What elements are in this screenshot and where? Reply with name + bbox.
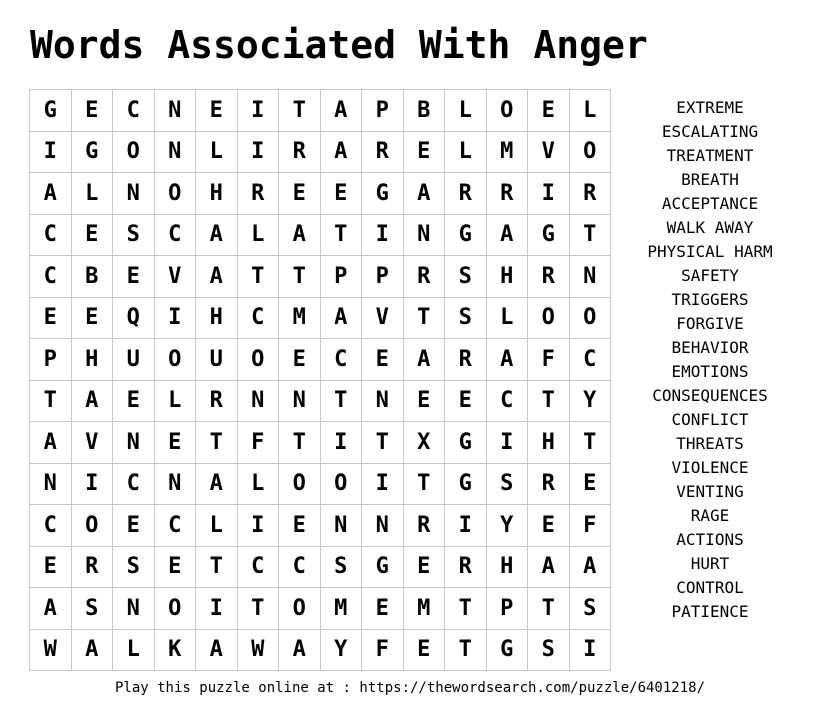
grid-cell: I [71,463,113,505]
grid-cell: A [320,297,362,339]
grid-row [30,629,611,671]
grid-cell: P [30,339,72,381]
grid-cell: C [237,297,279,339]
grid-row [30,256,611,298]
grid-cell: G [71,131,113,173]
grid-row [30,173,611,215]
grid-cell: T [237,588,279,630]
grid-cell: A [403,339,445,381]
grid-cell: T [279,422,321,464]
word-item: WALK AWAY [666,218,754,237]
grid-cell: E [445,380,487,422]
grid-cell: T [528,380,570,422]
grid-cell: S [113,546,155,588]
grid-cell: E [362,339,404,381]
word-item: TRIGGERS [671,290,749,309]
grid-cell: N [362,505,404,547]
grid-cell: E [154,422,196,464]
grid-cell: R [445,339,487,381]
grid-row [30,588,611,630]
grid-cell: B [403,90,445,132]
grid-cell: C [30,505,72,547]
grid-cell: O [71,505,113,547]
grid-cell: T [569,214,611,256]
grid-cell: N [403,214,445,256]
word-list [640,96,780,624]
grid-cell: B [71,256,113,298]
word-item: ACTIONS [676,530,744,549]
grid-cell: R [569,173,611,215]
grid-cell: I [320,422,362,464]
grid-cell: A [196,256,238,298]
grid-cell: T [362,422,404,464]
grid-cell: A [320,90,362,132]
grid-cell: P [320,256,362,298]
grid-cell: O [320,463,362,505]
grid-cell: E [196,90,238,132]
grid-cell: T [403,463,445,505]
grid-cell: I [237,131,279,173]
grid-cell: G [445,214,487,256]
grid-cell: R [528,256,570,298]
grid-cell: E [569,463,611,505]
grid-cell: A [528,546,570,588]
grid-cell: H [196,297,238,339]
grid-cell: C [279,546,321,588]
grid-cell: S [320,546,362,588]
grid-cell: E [362,588,404,630]
grid-cell: R [486,173,528,215]
word-item: RAGE [690,506,730,525]
grid-cell: O [528,297,570,339]
word-item: BREATH [681,170,739,189]
grid-cell: S [445,256,487,298]
grid-cell: G [30,90,72,132]
grid-cell: L [445,131,487,173]
grid-cell: A [30,588,72,630]
grid-cell: O [237,339,279,381]
grid-cell: E [71,90,113,132]
grid-cell: P [362,90,404,132]
grid-cell: E [279,173,321,215]
grid-cell: C [237,546,279,588]
word-item: VENTING [676,482,744,501]
grid-cell: H [71,339,113,381]
grid-cell: E [320,173,362,215]
grid-cell: V [362,297,404,339]
grid-cell: R [445,546,487,588]
grid-row [30,339,611,381]
grid-cell: E [154,546,196,588]
grid-cell: H [196,173,238,215]
grid-cell: G [362,546,404,588]
grid-cell: A [196,463,238,505]
grid-cell: O [569,131,611,173]
grid-cell: N [237,380,279,422]
grid-row [30,90,611,132]
grid-cell: E [403,131,445,173]
word-item: HURT [690,554,730,573]
grid-cell: T [320,214,362,256]
grid-cell: A [279,214,321,256]
grid-row [30,380,611,422]
grid-cell: I [30,131,72,173]
grid-row [30,297,611,339]
grid-cell: P [486,588,528,630]
word-item: CONFLICT [671,410,749,429]
grid-cell: X [403,422,445,464]
grid-cell: O [113,131,155,173]
grid-cell: I [362,214,404,256]
grid-cell: T [320,380,362,422]
grid-cell: I [237,90,279,132]
word-item: PATIENCE [671,602,749,621]
grid-cell: H [486,256,528,298]
footer-prefix: Play this puzzle online at : [114,680,360,696]
grid-cell: R [279,131,321,173]
grid-cell: R [71,546,113,588]
letter-grid [29,89,611,671]
grid-cell: L [196,131,238,173]
grid-cell: R [196,380,238,422]
grid-cell: A [486,214,528,256]
word-item: BEHAVIOR [671,338,749,357]
grid-cell: N [113,173,155,215]
grid-cell: A [279,629,321,671]
grid-cell: V [528,131,570,173]
word-item: ACCEPTANCE [661,194,759,213]
grid-cell: C [113,90,155,132]
grid-cell: N [30,463,72,505]
word-item: SAFETY [681,266,739,285]
grid-cell: I [528,173,570,215]
grid-cell: M [320,588,362,630]
grid-cell: S [445,297,487,339]
grid-cell: E [113,505,155,547]
word-item: CONTROL [676,578,744,597]
grid-cell: F [528,339,570,381]
grid-cell: T [528,588,570,630]
grid-cell: G [445,422,487,464]
grid-cell: N [320,505,362,547]
grid-cell: A [486,339,528,381]
grid-cell: A [196,214,238,256]
grid-cell: V [71,422,113,464]
grid-cell: E [71,297,113,339]
word-item: TREATMENT [666,146,754,165]
grid-cell: C [569,339,611,381]
grid-cell: L [154,380,196,422]
grid-cell: R [403,505,445,547]
grid-cell: T [569,422,611,464]
grid-cell: C [320,339,362,381]
grid-cell: G [445,463,487,505]
grid-cell: L [113,629,155,671]
grid-cell: G [528,214,570,256]
grid-cell: S [569,588,611,630]
grid-cell: T [196,546,238,588]
grid-cell: O [154,339,196,381]
word-item: EMOTIONS [671,362,749,381]
grid-cell: E [403,546,445,588]
grid-cell: E [279,505,321,547]
grid-cell: I [237,505,279,547]
footer [0,678,820,698]
grid-cell: E [30,297,72,339]
grid-cell: V [154,256,196,298]
grid-row [30,463,611,505]
grid-cell: K [154,629,196,671]
grid-cell: E [279,339,321,381]
grid-cell: N [362,380,404,422]
grid-cell: C [154,214,196,256]
grid-cell: T [445,588,487,630]
grid-cell: Q [113,297,155,339]
grid-cell: T [279,90,321,132]
grid-cell: N [569,256,611,298]
grid-cell: T [30,380,72,422]
word-item: EXTREME [676,98,744,117]
grid-cell: E [113,256,155,298]
grid-cell: S [486,463,528,505]
word-item: PHYSICAL HARM [647,242,773,261]
grid-cell: Y [486,505,528,547]
grid-cell: L [569,90,611,132]
grid-cell: E [30,546,72,588]
grid-cell: F [362,629,404,671]
grid-cell: L [486,297,528,339]
grid-cell: C [154,505,196,547]
grid-cell: S [528,629,570,671]
grid-row [30,214,611,256]
grid-cell: L [196,505,238,547]
grid-cell: N [154,90,196,132]
grid-cell: W [237,629,279,671]
word-item: ESCALATING [661,122,759,141]
grid-cell: S [71,588,113,630]
grid-cell: O [154,588,196,630]
grid-cell: E [71,214,113,256]
grid-cell: E [528,505,570,547]
word-item: THREATS [676,434,744,453]
grid-cell: R [362,131,404,173]
grid-cell: E [113,380,155,422]
grid-cell: M [279,297,321,339]
word-item: FORGIVE [676,314,744,333]
grid-cell: N [113,422,155,464]
grid-cell: N [154,131,196,173]
grid-cell: A [196,629,238,671]
grid-cell: E [403,629,445,671]
grid-cell: N [154,463,196,505]
grid-cell: O [154,173,196,215]
grid-cell: O [486,90,528,132]
grid-cell: W [30,629,72,671]
grid-cell: T [403,297,445,339]
grid-cell: I [569,629,611,671]
grid-row [30,546,611,588]
grid-cell: N [113,588,155,630]
grid-cell: L [71,173,113,215]
grid-cell: A [30,173,72,215]
grid-cell: R [237,173,279,215]
grid-cell: S [113,214,155,256]
word-item: CONSEQUENCES [652,386,768,405]
puzzle-link[interactable]: https://thewordsearch.com/puzzle/6401218/ [359,680,705,696]
grid-cell: U [196,339,238,381]
grid-cell: Y [320,629,362,671]
word-item: VIOLENCE [671,458,749,477]
grid-cell: R [528,463,570,505]
grid-cell: T [279,256,321,298]
grid-cell: C [30,214,72,256]
grid-cell: C [486,380,528,422]
grid-cell: A [403,173,445,215]
grid-cell: F [237,422,279,464]
grid-cell: L [237,214,279,256]
grid-cell: O [279,463,321,505]
grid-cell: C [30,256,72,298]
page-title: Words Associated With Anger [30,23,648,67]
grid-cell: N [279,380,321,422]
grid-cell: L [445,90,487,132]
grid-cell: E [403,380,445,422]
grid-cell: R [445,173,487,215]
grid-cell: I [362,463,404,505]
grid-cell: A [30,422,72,464]
grid-cell: T [237,256,279,298]
grid-cell: A [71,629,113,671]
grid-cell: Y [569,380,611,422]
grid-cell: O [279,588,321,630]
grid-cell: F [569,505,611,547]
grid-cell: I [486,422,528,464]
grid-cell: I [445,505,487,547]
grid-cell: T [445,629,487,671]
grid-cell: T [196,422,238,464]
grid-cell: A [569,546,611,588]
grid-cell: E [528,90,570,132]
grid-row [30,131,611,173]
grid-cell: H [528,422,570,464]
grid-cell: G [362,173,404,215]
grid-row [30,505,611,547]
grid-cell: H [486,546,528,588]
grid-cell: I [154,297,196,339]
grid-cell: A [320,131,362,173]
grid-cell: P [362,256,404,298]
grid-cell: A [71,380,113,422]
grid-cell: M [486,131,528,173]
grid-cell: M [403,588,445,630]
grid-cell: G [486,629,528,671]
grid-cell: U [113,339,155,381]
grid-row [30,422,611,464]
grid-cell: O [569,297,611,339]
grid-cell: R [403,256,445,298]
grid-cell: L [237,463,279,505]
grid-cell: C [113,463,155,505]
grid-cell: I [196,588,238,630]
